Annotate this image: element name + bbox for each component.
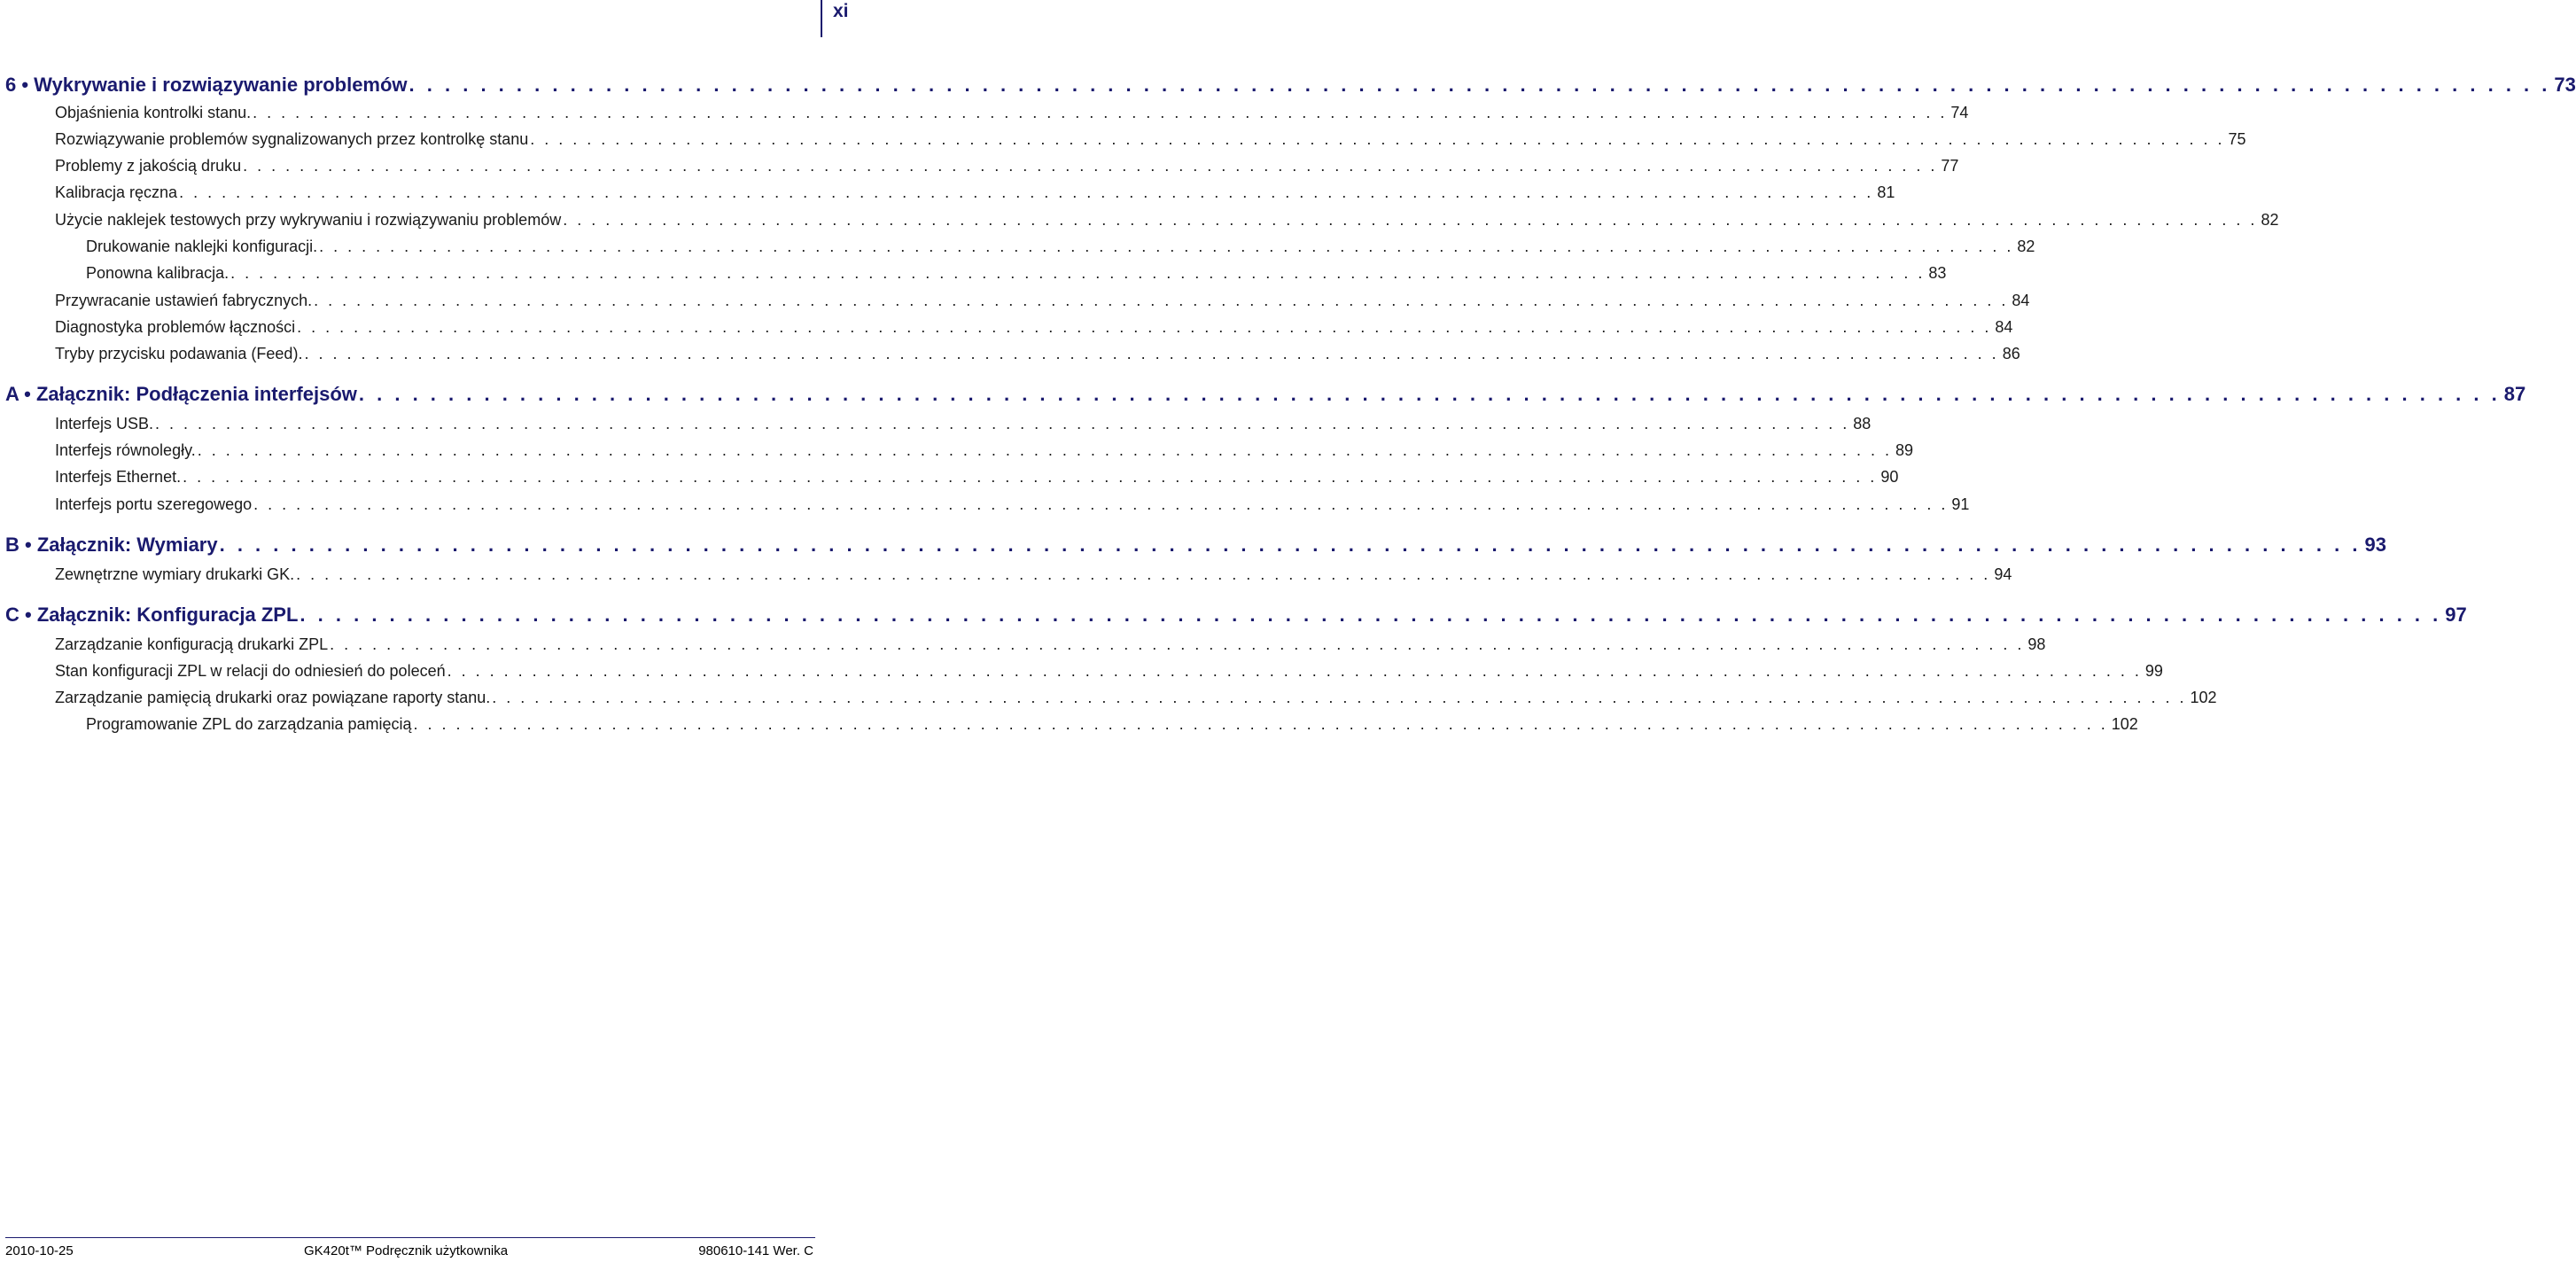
toc-entry[interactable] bbox=[55, 292, 2030, 315]
toc-leader-dots: . . . . . . . . . . . . . . . . . . . . . . . . . . . . . . . . . . . . . . . . . . . . . . . . . . . . . . . . . . . . . . . . . . . . . . . . . . . . . . . . . . . . . . . . . . . . . . . . . . . . . . . . . . . . . . . . . . . . . . . . bbox=[253, 495, 1949, 513]
toc-entry-page: 74 bbox=[1950, 104, 1969, 121]
toc-leader-dots: . . . . . . . . . . . . . . . . . . . . . . . . . . . . . . . . . . . . . . . . . . . . . . . . . . . . . . . . . . . . . . . . . . . . . . . . . . . . . . . . . . . . . . . . . . . . . . . . . . . . . . . . . . . . . . . . . . . . . . . . bbox=[243, 157, 1938, 175]
toc-leader-dots: . . . . . . . . . . . . . . . . . . . . . . . . . . . . . . . . . . . . . . . . . . . . . . . . . . . . . . . . . . . . . . . . . . . . . . . . . . . . . . . . . . . . . . . . . . . . . . . . . . . . . . . . . . . . . . . . . . . . . . . . bbox=[563, 211, 2258, 229]
toc-leader-dots: . . . . . . . . . . . . . . . . . . . . . . . . . . . . . . . . . . . . . . . . . . . . . . . . . . . . . . . . . . . . . . . . . . . . . . . . . . . . . . . . . . . . . . . . . . . . . . . . . . . . . . . . . . . . . . . . . . . . . . . . bbox=[492, 689, 2187, 706]
toc-entry-title: A • Załącznik: Podłączenia interfejsów bbox=[5, 383, 357, 405]
toc-entry-title: C • Załącznik: Konfiguracja ZPL bbox=[5, 604, 299, 626]
toc-entry-title: Kalibracja ręczna bbox=[55, 183, 178, 201]
toc-entry[interactable] bbox=[86, 715, 2138, 738]
toc-entry-title: Programowanie ZPL do zarządzania pamięcią bbox=[86, 715, 412, 733]
toc-entry-page: 82 bbox=[2261, 211, 2279, 229]
toc-entry-title: Diagnostyka problemów łączności bbox=[55, 318, 296, 336]
page-number: xi bbox=[821, 0, 849, 37]
toc-chapter-entry[interactable] bbox=[5, 383, 2526, 409]
toc-entry-page: 86 bbox=[2002, 345, 2020, 362]
toc-entry-title: Interfejs równoległy. bbox=[55, 441, 196, 459]
toc-entry-title: Rozwiązywanie problemów sygnalizowanych przez kontrolkę stanu bbox=[55, 130, 529, 148]
toc-entry-page: 81 bbox=[1877, 183, 1895, 201]
toc-entry[interactable] bbox=[55, 441, 1914, 464]
toc-leader-dots: . . . . . . . . . . . . . . . . . . . . . . . . . . . . . . . . . . . . . . . . . . . . . . . . . . . . . . . . . . . . . . . . . . . . . . . . . . . . . . . . . . . . . . . . . . . . . . . . . . . . . . . . . . . . . . . . . . . . . . . . bbox=[358, 383, 2501, 405]
toc-entry-title: Interfejs USB. bbox=[55, 415, 154, 432]
toc-leader-dots: . . . . . . . . . . . . . . . . . . . . . . . . . . . . . . . . . . . . . . . . . . . . . . . . . . . . . . . . . . . . . . . . . . . . . . . . . . . . . . . . . . . . . . . . . . . . . . . . . . . . . . . . . . . . . . . . . . . . . . . . bbox=[296, 565, 1991, 583]
toc-entry-page: 82 bbox=[2017, 238, 2035, 255]
toc-entry-title: Zewnętrzne wymiary drukarki GK. bbox=[55, 565, 295, 583]
toc-entry[interactable] bbox=[55, 495, 1970, 518]
toc-chapter-entry[interactable] bbox=[5, 534, 2386, 560]
toc-leader-dots: . . . . . . . . . . . . . . . . . . . . . . . . . . . . . . . . . . . . . . . . . . . . . . . . . . . . . . . . . . . . . . . . . . . . . . . . . . . . . . . . . . . . . . . . . . . . . . . . . . . . . . . . . . . . . . . . . . . . . . . . bbox=[300, 604, 2442, 626]
toc-leader-dots: . . . . . . . . . . . . . . . . . . . . . . . . . . . . . . . . . . . . . . . . . . . . . . . . . . . . . . . . . . . . . . . . . . . . . . . . . . . . . . . . . . . . . . . . . . . . . . . . . . . . . . . . . . . . . . . . . . . . . . . . bbox=[253, 104, 1948, 121]
footer-doc-id: 980610-141 Wer. C bbox=[698, 1243, 813, 1258]
toc-entry-page: 73 bbox=[2554, 74, 2576, 96]
toc-entry[interactable] bbox=[55, 211, 2279, 234]
toc-entry-page: 84 bbox=[1995, 318, 2013, 336]
toc-entry[interactable] bbox=[55, 345, 2020, 368]
toc-leader-dots: . . . . . . . . . . . . . . . . . . . . . . . . . . . . . . . . . . . . . . . . . . . . . . . . . . . . . . . . . . . . . . . . . . . . . . . . . . . . . . . . . . . . . . . . . . . . . . . . . . . . . . . . . . . . . . . . . . . . . . . . bbox=[304, 345, 1999, 362]
toc-leader-dots: . . . . . . . . . . . . . . . . . . . . . . . . . . . . . . . . . . . . . . . . . . . . . . . . . . . . . . . . . . . . . . . . . . . . . . . . . . . . . . . . . . . . . . . . . . . . . . . . . . . . . . . . . . . . . . . . . . . . . . . . bbox=[319, 238, 2014, 255]
footer-rule bbox=[5, 1237, 815, 1238]
toc-leader-dots: . . . . . . . . . . . . . . . . . . . . . . . . . . . . . . . . . . . . . . . . . . . . . . . . . . . . . . . . . . . . . . . . . . . . . . . . . . . . . . . . . . . . . . . . . . . . . . . . . . . . . . . . . . . . . . . . . . . . . . . . bbox=[297, 318, 1992, 336]
toc-leader-dots: . . . . . . . . . . . . . . . . . . . . . . . . . . . . . . . . . . . . . . . . . . . . . . . . . . . . . . . . . . . . . . . . . . . . . . . . . . . . . . . . . . . . . . . . . . . . . . . . . . . . . . . . . . . . . . . . . . . . . . . . bbox=[230, 264, 1926, 282]
toc-entry-title: Przywracanie ustawień fabrycznych. bbox=[55, 292, 313, 309]
toc-entry[interactable] bbox=[55, 157, 1959, 180]
toc-leader-dots: . . . . . . . . . . . . . . . . . . . . . . . . . . . . . . . . . . . . . . . . . . . . . . . . . . . . . . . . . . . . . . . . . . . . . . . . . . . . . . . . . . . . . . . . . . . . . . . . . . . . . . . . . . . . . . . . . . . . . . . . bbox=[330, 635, 2025, 653]
toc-entry-title: Użycie naklejek testowych przy wykrywaniu i rozwiązywaniu problemów bbox=[55, 211, 562, 229]
toc-entry-title: 6 • Wykrywanie i rozwiązywanie problemów bbox=[5, 74, 408, 96]
toc-entry-page: 102 bbox=[2111, 715, 2138, 733]
toc-entry[interactable] bbox=[55, 565, 2012, 588]
toc-entry-title: Objaśnienia kontrolki stanu. bbox=[55, 104, 252, 121]
toc-leader-dots: . . . . . . . . . . . . . . . . . . . . . . . . . . . . . . . . . . . . . . . . . . . . . . . . . . . . . . . . . . . . . . . . . . . . . . . . . . . . . . . . . . . . . . . . . . . . . . . . . . . . . . . . . . . . . . . . . . . . . . . . bbox=[197, 441, 1892, 459]
toc-entry-page: 98 bbox=[2027, 635, 2046, 653]
toc-entry-page: 99 bbox=[2144, 662, 2163, 680]
toc-entry-page: 89 bbox=[1895, 441, 1914, 459]
toc-entry-title: Stan konfiguracji ZPL w relacji do odniesień do poleceń bbox=[55, 662, 446, 680]
toc-entry[interactable] bbox=[55, 318, 2013, 341]
toc-entry-page: 102 bbox=[2190, 689, 2217, 706]
toc-leader-dots: . . . . . . . . . . . . . . . . . . . . . . . . . . . . . . . . . . . . . . . . . . . . . . . . . . . . . . . . . . . . . . . . . . . . . . . . . . . . . . . . . . . . . . . . . . . . . . . . . . . . . . . . . . . . . . . . . . . . . . . . bbox=[179, 183, 1874, 201]
toc-leader-dots: . . . . . . . . . . . . . . . . . . . . . . . . . . . . . . . . . . . . . . . . . . . . . . . . . . . . . . . . . . . . . . . . . . . . . . . . . . . . . . . . . . . . . . . . . . . . . . . . . . . . . . . . . . . . . . . . . . . . . . . . bbox=[409, 74, 2551, 96]
toc-leader-dots: . . . . . . . . . . . . . . . . . . . . . . . . . . . . . . . . . . . . . . . . . . . . . . . . . . . . . . . . . . . . . . . . . . . . . . . . . . . . . . . . . . . . . . . . . . . . . . . . . . . . . . . . . . . . . . . . . . . . . . . . bbox=[447, 662, 2142, 680]
toc-leader-dots: . . . . . . . . . . . . . . . . . . . . . . . . . . . . . . . . . . . . . . . . . . . . . . . . . . . . . . . . . . . . . . . . . . . . . . . . . . . . . . . . . . . . . . . . . . . . . . . . . . . . . . . . . . . . . . . . . . . . . . . . bbox=[155, 415, 1850, 432]
toc-leader-dots: . . . . . . . . . . . . . . . . . . . . . . . . . . . . . . . . . . . . . . . . . . . . . . . . . . . . . . . . . . . . . . . . . . . . . . . . . . . . . . . . . . . . . . . . . . . . . . . . . . . . . . . . . . . . . . . . . . . . . . . . bbox=[413, 715, 2108, 733]
toc-entry-page: 83 bbox=[1928, 264, 1947, 282]
toc-entry-page: 97 bbox=[2445, 604, 2467, 626]
toc-entry[interactable] bbox=[55, 635, 2046, 658]
toc-entry[interactable] bbox=[86, 238, 2035, 261]
toc-entry-page: 93 bbox=[2364, 534, 2386, 556]
toc-entry[interactable] bbox=[55, 415, 1872, 438]
toc-entry[interactable] bbox=[86, 264, 1947, 287]
toc-entry-page: 75 bbox=[2228, 130, 2246, 148]
toc-leader-dots: . . . . . . . . . . . . . . . . . . . . . . . . . . . . . . . . . . . . . . . . . . . . . . . . . . . . . . . . . . . . . . . . . . . . . . . . . . . . . . . . . . . . . . . . . . . . . . . . . . . . . . . . . . . . . . . . . . . . . . . . bbox=[183, 468, 1878, 486]
toc-entry-title: Drukowanie naklejki konfiguracji. bbox=[86, 238, 318, 255]
toc-entry-title: B • Załącznik: Wymiary bbox=[5, 534, 218, 556]
toc-entry-title: Problemy z jakością druku bbox=[55, 157, 242, 175]
toc-leader-dots: . . . . . . . . . . . . . . . . . . . . . . . . . . . . . . . . . . . . . . . . . . . . . . . . . . . . . . . . . . . . . . . . . . . . . . . . . . . . . . . . . . . . . . . . . . . . . . . . . . . . . . . . . . . . . . . . . . . . . . . . bbox=[530, 130, 2225, 148]
toc-chapter-entry[interactable] bbox=[5, 604, 2467, 630]
toc-leader-dots: . . . . . . . . . . . . . . . . . . . . . . . . . . . . . . . . . . . . . . . . . . . . . . . . . . . . . . . . . . . . . . . . . . . . . . . . . . . . . . . . . . . . . . . . . . . . . . . . . . . . . . . . . . . . . . . . . . . . . . . . bbox=[219, 534, 2362, 556]
toc-entry[interactable] bbox=[55, 104, 1969, 127]
toc-entry[interactable] bbox=[55, 662, 2163, 685]
toc-entry-title: Interfejs Ethernet. bbox=[55, 468, 182, 486]
toc-entry-page: 94 bbox=[1994, 565, 2012, 583]
toc-entry[interactable] bbox=[55, 689, 2217, 712]
toc-leader-dots: . . . . . . . . . . . . . . . . . . . . . . . . . . . . . . . . . . . . . . . . . . . . . . . . . . . . . . . . . . . . . . . . . . . . . . . . . . . . . . . . . . . . . . . . . . . . . . . . . . . . . . . . . . . . . . . . . . . . . . . . bbox=[314, 292, 2009, 309]
footer-date: 2010-10-25 bbox=[5, 1243, 74, 1258]
toc-entry-page: 88 bbox=[1853, 415, 1872, 432]
toc-entry-page: 87 bbox=[2503, 383, 2526, 405]
toc-entry-page: 84 bbox=[2012, 292, 2030, 309]
toc-entry-page: 77 bbox=[1941, 157, 1959, 175]
toc-entry-page: 90 bbox=[1880, 468, 1899, 486]
footer-title: GK420t™ Podręcznik użytkownika bbox=[304, 1243, 509, 1258]
toc-entry[interactable] bbox=[55, 468, 1899, 491]
toc-entry-title: Zarządzanie konfiguracją drukarki ZPL bbox=[55, 635, 329, 653]
toc-chapter-entry[interactable] bbox=[5, 74, 2576, 100]
toc-entry-title: Zarządzanie pamięcią drukarki oraz powiązane raporty stanu. bbox=[55, 689, 491, 706]
toc-entry-title: Interfejs portu szeregowego bbox=[55, 495, 253, 513]
toc-entry-title: Ponowna kalibracja. bbox=[86, 264, 230, 282]
toc-entry[interactable] bbox=[55, 130, 2246, 153]
toc-entry[interactable] bbox=[55, 183, 1895, 206]
toc-entry-page: 91 bbox=[1951, 495, 1970, 513]
toc-entry-title: Tryby przycisku podawania (Feed). bbox=[55, 345, 303, 362]
